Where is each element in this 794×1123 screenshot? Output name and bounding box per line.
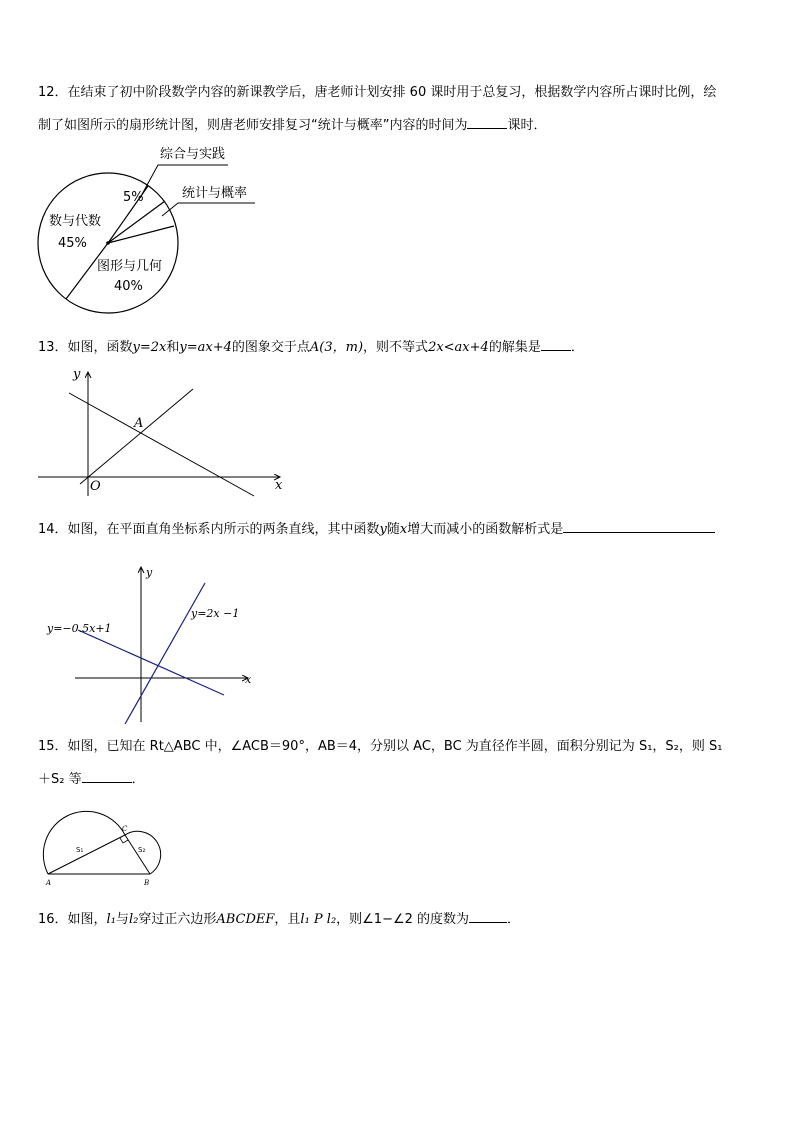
q15-line1: 15．如图，已知在 Rt△ABC 中，∠ACB＝90°，AB＝4，分别以 AC，BC 为直径作半圆，面积分别记为 S₁，S₂，则 S₁ bbox=[38, 739, 723, 754]
label-tuxing: 图形与几何 bbox=[97, 259, 163, 274]
q15-right-angle-mark bbox=[120, 838, 128, 843]
q15-semicircle-ac bbox=[43, 811, 125, 874]
q13-label-o: O bbox=[90, 479, 101, 494]
q14-label-y: y bbox=[146, 566, 153, 579]
q13-text-a: 13．如图，函数 bbox=[38, 340, 133, 355]
q15-label-s2: S₂ bbox=[138, 846, 146, 854]
q13-expr1: y=2x bbox=[132, 340, 167, 355]
pct-tuxing: 40% bbox=[114, 279, 143, 294]
q16-text-c: 穿过正六边形 bbox=[138, 912, 217, 927]
q15-label-c: C bbox=[122, 825, 128, 833]
q13-text-d: ，则不等式 bbox=[363, 340, 429, 355]
q16-text-e: ，则∠1−∠2 的度数为 bbox=[336, 912, 470, 927]
q12-line1: 12．在结束了初中阶段数学内容的新课教学后，唐老师计划安排 60 课时用于总复习，根据数学内容所占课时比例，绘 bbox=[38, 85, 717, 100]
q16-line bbox=[38, 910, 520, 929]
q13-text-e: 的解集是 bbox=[488, 340, 541, 355]
pct-shuyu: 45% bbox=[58, 236, 87, 251]
q15-line2-end: ． bbox=[131, 772, 145, 787]
answer-blank-16[interactable] bbox=[469, 910, 507, 923]
q16-text-f: ． bbox=[507, 912, 521, 927]
q13-text-b: 和 bbox=[166, 340, 180, 355]
q13-ineq: 2x<ax+4 bbox=[428, 340, 489, 355]
q13-text-c: 的图象交于点 bbox=[231, 340, 310, 355]
q14-label-line1: y=−0.5x+1 bbox=[47, 622, 112, 635]
q13-label-a: A bbox=[134, 416, 144, 431]
label-zonghe: 综合与实践 bbox=[160, 147, 226, 162]
q13-label-x: x bbox=[275, 478, 283, 493]
q14-text-b: 随 bbox=[386, 522, 400, 537]
label-tongji: 统计与概率 bbox=[182, 186, 248, 201]
q14-label-x: x bbox=[245, 673, 252, 686]
q16-hex: ABCDEF bbox=[216, 912, 275, 927]
q13-text-f: ． bbox=[570, 340, 584, 355]
q13-point: A(3，m) bbox=[309, 340, 364, 355]
q16-text-b: 与 bbox=[115, 912, 129, 927]
q15-label-b: B bbox=[144, 879, 150, 887]
q13-label-y: y bbox=[73, 367, 81, 382]
label-shuyu: 数与代数 bbox=[49, 214, 102, 229]
q14-y: y bbox=[379, 522, 387, 537]
q15-label-s1: S₁ bbox=[76, 846, 84, 854]
q15-side-bc bbox=[125, 835, 150, 874]
q15-side-ac bbox=[48, 835, 125, 874]
q16-par: l₁ P l₂ bbox=[300, 912, 337, 927]
q14-text-a: 14．如图，在平面直角坐标系内所示的两条直线，其中函数 bbox=[38, 522, 380, 537]
q16-l2: l₂ bbox=[128, 912, 139, 927]
pct-zonghe: 5% bbox=[123, 190, 144, 205]
q12-line2-end: 课时． bbox=[507, 118, 547, 133]
q12-line2-text: 制了如图所示的扇形统计图，则唐老师安排复习“统计与概率”内容的时间为 bbox=[38, 118, 468, 133]
q15-label-a: A bbox=[46, 879, 52, 887]
q14-label-line2: y=2x −1 bbox=[191, 607, 240, 620]
q14-text-c: 增大而减小的函数解析式是 bbox=[407, 522, 564, 537]
q14-x: x bbox=[399, 522, 408, 537]
q13-expr2: y=ax+4 bbox=[179, 340, 232, 355]
q16-text-a: 16．如图， bbox=[38, 912, 107, 927]
q15-line2-text: ＋S₂ 等 bbox=[38, 772, 82, 787]
q16-text-d: ，且 bbox=[274, 912, 301, 927]
q16-l1: l₁ bbox=[106, 912, 116, 927]
